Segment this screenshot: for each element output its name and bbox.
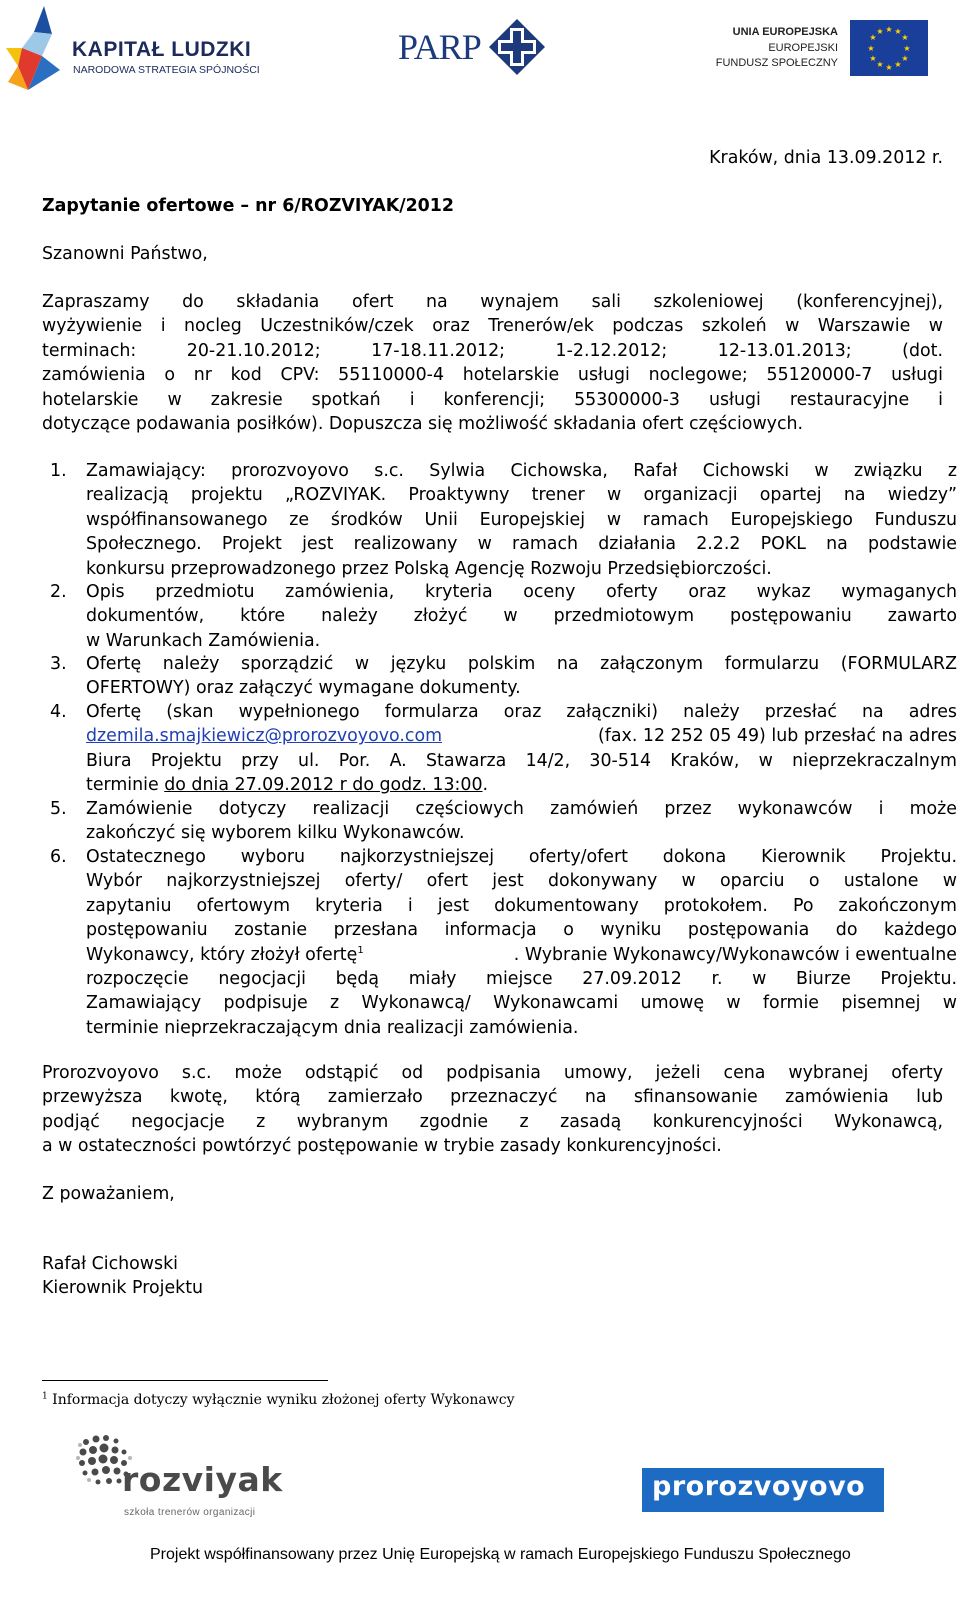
list-line: Ostatecznego wyboru najkorzystniejszej oferty/ofert dokona Kierownik Projektu.: [86, 847, 957, 867]
deadline: do dnia 27.09.2012 r do godz. 13:00: [164, 775, 483, 796]
closing-line: podjąć negocjacje z wybranym zgodnie z zasadą konkurencyjności Wykonawcą,: [42, 1111, 943, 1132]
document-title: Zapytanie ofertowe – nr 6/ROZVIYAK/2012: [42, 196, 454, 216]
list-line: współfinansowanego ze środków Unii Europejskiej w ramach Europejskiego Funduszu: [86, 509, 957, 530]
intro-line: dotyczące podawania posiłków). Dopuszcza się możliwość składania ofert częściowych.: [42, 413, 804, 434]
kapital-ludzki-title: KAPITAŁ LUDZKI: [72, 38, 252, 61]
parp-logo-text: PARP: [398, 27, 481, 67]
email-link[interactable]: dzemila.smajkiewicz@prorozvoyovo.com: [86, 726, 443, 747]
signature-name: Rafał Cichowski: [42, 1254, 178, 1274]
line-suffix: . Wybranie Wykonawcy/Wykonawców i ewentualne: [513, 944, 957, 965]
list-line: Społecznego. Projekt jest realizowany w ramach działania 2.2.2 POKL na podstawie: [86, 534, 957, 555]
parp-logo: [398, 18, 548, 78]
intro-line: zamówienia o nr kod CPV: 55110000-4 hotelarskie usługi noclegowe; 55120000-7 usługi: [42, 365, 943, 386]
list-line: w Warunkach Zamówienia.: [86, 630, 321, 651]
list-line: OFERTOWY) oraz załączyć wymagane dokumenty.: [86, 678, 521, 699]
list-line: zapytaniu ofertowym kryteria i jest dokumentowany protokołem. Po zakończonym: [86, 895, 957, 916]
intro-line: Zapraszamy do składania ofert na wynajem sali szkoleniowej (konferencyjnej),: [42, 292, 943, 312]
list-line: Zamawiający podpisuje z Wykonawcą/ Wykonawcami umowę w formie pisemnej w: [86, 993, 957, 1014]
list-line: terminie nieprzekraczającym dnia realizacji zamówienia.: [86, 1017, 579, 1038]
list-line: [86, 943, 957, 967]
svg-text:★: ★: [885, 25, 893, 34]
greeting: Szanowni Państwo,: [42, 244, 208, 264]
deadline-prefix: terminie: [86, 775, 165, 796]
deadline-suffix: .: [482, 775, 489, 796]
date-line: Kraków, dnia 13.09.2012 r.: [709, 148, 943, 168]
closing-line: przewyższa kwotę, którą zamierzało przeznaczyć na sfinansowanie zamówienia lub: [42, 1087, 943, 1108]
closing-paragraph: [42, 1061, 943, 1159]
list-number: 6.: [50, 847, 67, 867]
closing-line: a w ostateczności powtórzyć postępowanie w trybie zasady konkurencyjności.: [42, 1136, 722, 1157]
list-line: Wybór najkorzystniejszej oferty/ ofert jest dokonywany w oparciu o ustalone w: [86, 871, 957, 892]
prorozvoyovo-logo-text: prorozvoyovo: [652, 1471, 866, 1502]
list-line: [86, 724, 957, 748]
list-line: postępowaniu zostanie przesłana informacja o wyniku postępowania do każdego: [86, 920, 957, 941]
svg-text:★: ★: [869, 33, 877, 42]
list-line: zakończyć się wyborem kilku Wykonawców.: [86, 823, 465, 844]
footnote-number: 1: [42, 1391, 48, 1402]
list-line: Ofertę (skan wypełnionego formularza oraz załączniki) należy przesłać na adres: [86, 702, 957, 722]
footnote: [42, 1392, 515, 1408]
list-number: 2.: [50, 582, 67, 602]
svg-text:★: ★: [894, 60, 902, 69]
kapital-ludzki-star-icon: [4, 4, 66, 92]
list-number: 3.: [50, 654, 67, 674]
svg-text:★: ★: [869, 54, 877, 63]
list-line: Biura Projektu przy ul. Por. A. Stawarza 14/2, 30-514 Kraków, w nieprzekraczalnym: [86, 750, 957, 771]
svg-text:★: ★: [894, 27, 902, 36]
list-line: [86, 773, 957, 797]
list-line-rest: (fax. 12 252 05 49) lub przesłać na adres: [592, 726, 957, 747]
svg-text:★: ★: [867, 44, 875, 53]
list-line: Opis przedmiotu zamówienia, kryteria oceny oferty oraz wykaz wymaganych: [86, 582, 957, 602]
eu-logo: [715, 20, 958, 78]
svg-text:★: ★: [885, 63, 893, 72]
intro-line: hotelarskie w zakresie spotkań i konferencji; 55300000-3 usługi restauracyjne i: [42, 389, 943, 410]
rozviyak-logo: [74, 1430, 314, 1522]
cofinanced-notice: Projekt współfinansowany przez Unię Europejską w ramach Europejskiego Funduszu Społecznego: [150, 1546, 851, 1563]
signature-role: Kierownik Projektu: [42, 1278, 204, 1298]
eu-logo-line3: FUNDUSZ SPOŁECZNY: [715, 57, 838, 69]
svg-text:★: ★: [901, 33, 909, 42]
closing-line: Prorozvoyovo s.c. może odstąpić od podpisania umowy, jeżeli cena wybranej oferty: [42, 1063, 943, 1083]
eu-flag-icon: [850, 20, 928, 76]
parp-diamond-icon: [488, 18, 546, 76]
list-number: 5.: [50, 799, 67, 819]
list-line: Zamówienie dotyczy realizacji częściowych zamówień przez wykonawców i może: [86, 799, 957, 819]
line-prefix: Wykonawcy, który złożył ofertę: [86, 944, 358, 965]
list-line: rozpoczęcie negocjacji będą miały miejsce 27.09.2012 r. w Biurze Projektu.: [86, 968, 957, 989]
list-line: realizacją projektu „ROZVIYAK. Proaktywny trener w organizacji opartej na wiedzy”: [86, 485, 957, 506]
eu-logo-line2: EUROPEJSKI: [768, 42, 838, 54]
regards: Z poważaniem,: [42, 1184, 175, 1204]
rozviyak-logo-name: rozviyak: [122, 1460, 283, 1499]
list-line: dokumentów, które należy złożyć w przedmiotowym postępowaniu zawarto: [86, 606, 957, 627]
footnote-reference[interactable]: 1: [357, 944, 364, 956]
intro-line: wyżywienie i nocleg Uczestników/czek oraz Trenerów/ek podczas szkoleń w Warszawie w: [42, 316, 943, 337]
list-number: 1.: [50, 461, 67, 481]
intro-line: terminach: 20-21.10.2012; 17-18.11.2012; 1-2.12.2012; 12-13.01.2013; (dot.: [42, 340, 943, 361]
eu-logo-line1: UNIA EUROPEJSKA: [732, 26, 838, 38]
list-line: Ofertę należy sporządzić w języku polskim na załączonym formularzu (FORMULARZ: [86, 654, 957, 674]
list-number: 4.: [50, 702, 67, 722]
rozviyak-logo-tagline: szkoła trenerów organizacji: [124, 1507, 256, 1518]
list-line-part: [86, 943, 364, 967]
kapital-ludzki-logo: [4, 4, 264, 94]
intro-paragraph: [42, 290, 943, 436]
list-line: Zamawiający: prorozvoyovo s.c. Sylwia Cichowska, Rafał Cichowski w związku z: [86, 461, 957, 481]
kapital-ludzki-subtitle: NARODOWA STRATEGIA SPÓJNOŚCI: [73, 64, 260, 76]
footnote-text: Informacja dotyczy wyłącznie wyniku złożonej oferty Wykonawcy: [47, 1392, 515, 1408]
svg-text:★: ★: [876, 60, 884, 69]
footnote-separator: [42, 1380, 328, 1381]
svg-text:★: ★: [876, 27, 884, 36]
svg-text:★: ★: [903, 44, 911, 53]
prorozvoyovo-logo: [642, 1468, 884, 1512]
list-line: konkursu przeprowadzonego przez Polską Agencję Rozwoju Przedsiębiorczości.: [86, 558, 772, 579]
svg-text:★: ★: [901, 54, 909, 63]
